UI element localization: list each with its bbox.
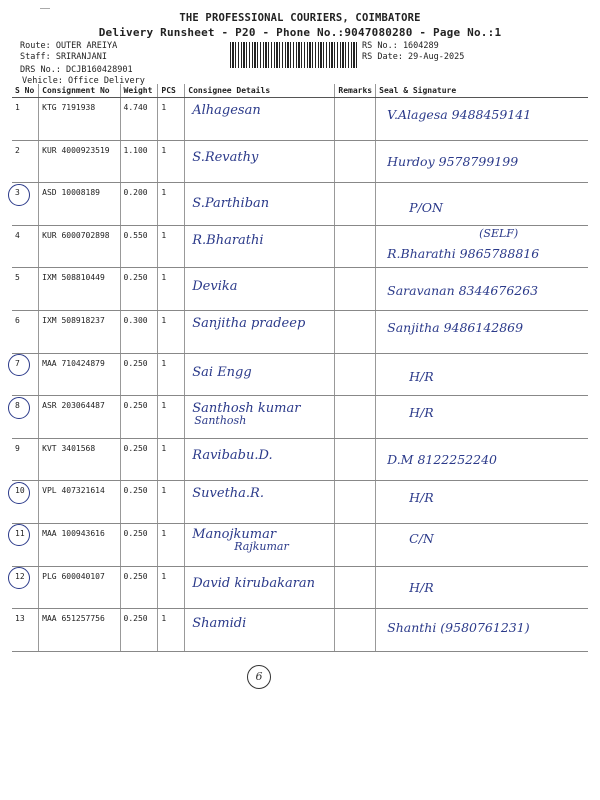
consignee-cell (185, 566, 335, 609)
rs-date: RS Date: 29-Aug-2025 (362, 52, 465, 62)
signature-cell (376, 523, 588, 566)
consignee-name: S.Revathy (192, 149, 259, 165)
table-row (12, 566, 588, 609)
signature: C/N (409, 530, 434, 546)
table-row (12, 353, 588, 396)
consignment-cell: VPL 407321614 (39, 481, 120, 524)
column-header: Weight (120, 84, 158, 98)
consignment-cell: MAA 100943616 (39, 523, 120, 566)
consignee-name: Suvetha.R. (192, 486, 264, 502)
table-body (12, 98, 588, 652)
table-row (12, 523, 588, 566)
signature: H/R (409, 368, 434, 384)
weight-cell: 0.250 (120, 396, 158, 439)
column-header: Consignment No (39, 84, 120, 98)
consignee-cell (185, 481, 335, 524)
signature-note: (SELF) (479, 226, 519, 240)
consignment-cell: PLG 600040107 (39, 566, 120, 609)
barcode (230, 42, 357, 68)
signature-cell (376, 481, 588, 524)
pcs-cell: 1 (158, 396, 185, 439)
consignee-cell (185, 353, 335, 396)
weight-cell: 0.250 (120, 268, 158, 311)
consignment-cell: IXM 508918237 (39, 310, 120, 353)
sno-cell: 5 (12, 268, 39, 311)
table-row (12, 396, 588, 439)
signature-cell (376, 183, 588, 226)
consignee-name: R.Bharathi (192, 232, 264, 248)
consignee-name: Sanjitha pradeep (192, 315, 306, 331)
signature: Hurdoy 9578799199 (387, 153, 519, 169)
signature: H/R (409, 405, 434, 421)
serial-circle-mark (8, 397, 30, 419)
weight-cell: 0.250 (120, 609, 158, 652)
remarks-cell (335, 98, 376, 141)
sno-cell: 4 (12, 225, 39, 268)
consignment-cell: MAA 710424879 (39, 353, 120, 396)
signature: H/R (409, 490, 434, 506)
table-row (12, 268, 588, 311)
serial-circle-mark (8, 354, 30, 376)
pcs-cell: 1 (158, 98, 185, 141)
sno-cell: 10 (12, 481, 39, 524)
signature: D.M 8122252240 (387, 451, 497, 467)
signature-cell (376, 609, 588, 652)
consignee-cell (185, 98, 335, 141)
signature-cell (376, 310, 588, 353)
pcs-cell: 1 (158, 609, 185, 652)
weight-cell: 0.550 (120, 225, 158, 268)
consignee-name: Santhosh kumar (192, 401, 301, 417)
weight-cell: 4.740 (120, 98, 158, 141)
sno-cell: 13 (12, 609, 39, 652)
signature-cell (376, 268, 588, 311)
consignment-cell: ASD 10008189 (39, 183, 120, 226)
remarks-cell (335, 268, 376, 311)
table-row (12, 438, 588, 481)
serial-circle-mark (8, 524, 30, 546)
signature-cell (376, 396, 588, 439)
rs-number: RS No.: 1604289 (362, 41, 439, 51)
consignee-cell (185, 310, 335, 353)
route-label: Route: OUTER AREIYA (20, 41, 118, 51)
signature-cell (376, 438, 588, 481)
column-header: PCS (158, 84, 185, 98)
consignee-name: Devika (192, 279, 238, 295)
drs-label: DRS No.: DCJB160428901 (20, 65, 133, 75)
remarks-cell (335, 140, 376, 183)
weight-cell: 0.250 (120, 438, 158, 481)
serial-circle-mark (8, 482, 30, 504)
consignee-name-line2: Santhosh (194, 414, 247, 428)
consignee-cell (185, 268, 335, 311)
sno-cell: 6 (12, 310, 39, 353)
weight-cell: 0.250 (120, 566, 158, 609)
column-header: Consignee Details (185, 84, 335, 98)
runsheet-subtitle: Delivery Runsheet - P20 - Phone No.:9047080280 - Page No.:1 (98, 26, 502, 39)
consignee-name-line2: Rajkumar (234, 539, 289, 553)
consignment-cell: IXM 508810449 (39, 268, 120, 311)
consignee-name: Shamidi (192, 616, 247, 632)
table-row (12, 225, 588, 268)
table-row (12, 140, 588, 183)
sno-cell: 9 (12, 438, 39, 481)
sno-cell: 12 (12, 566, 39, 609)
column-header: Remarks (335, 84, 376, 98)
info-right (362, 41, 464, 63)
remarks-cell (335, 353, 376, 396)
table-row (12, 609, 588, 652)
serial-circle-mark (8, 184, 30, 206)
consignee-cell (185, 225, 335, 268)
consignee-cell (185, 609, 335, 652)
sno-cell: 3 (12, 183, 39, 226)
signature-cell (376, 225, 588, 268)
table-row (12, 481, 588, 524)
sno-cell: 8 (12, 396, 39, 439)
signature: Shanthi (9580761231) (387, 620, 530, 636)
consignee-name: Manojkumar (192, 526, 277, 542)
pcs-cell: 1 (158, 310, 185, 353)
sno-cell: 11 (12, 523, 39, 566)
weight-cell: 0.300 (120, 310, 158, 353)
consignment-cell: KTG 7191938 (39, 98, 120, 141)
page-mark: 6 (247, 665, 271, 689)
consignee-cell (185, 140, 335, 183)
column-header: Seal & Signature (376, 84, 588, 98)
consignment-cell: KUR 6000702898 (39, 225, 120, 268)
info-left (20, 41, 145, 87)
remarks-cell (335, 609, 376, 652)
pcs-cell: 1 (158, 481, 185, 524)
weight-cell: 0.250 (120, 523, 158, 566)
consignee-name: Alhagesan (192, 103, 261, 118)
weight-cell: 1.100 (120, 140, 158, 183)
pcs-cell: 1 (158, 353, 185, 396)
table-row (12, 183, 588, 226)
consignee-name: David kirubakaran (192, 575, 316, 591)
staff-label: Staff: SRIRANJANI (20, 52, 107, 62)
signature: P/ON (409, 200, 443, 216)
table-header-row (12, 84, 588, 98)
pcs-cell: 1 (158, 523, 185, 566)
remarks-cell (335, 566, 376, 609)
signature-cell (376, 566, 588, 609)
signature-cell (376, 98, 588, 141)
remarks-cell (335, 396, 376, 439)
consignee-cell (185, 396, 335, 439)
signature: Sanjitha 9486142869 (387, 319, 524, 335)
remarks-cell (335, 438, 376, 481)
table-row (12, 310, 588, 353)
signature-cell (376, 140, 588, 183)
weight-cell: 0.200 (120, 183, 158, 226)
pcs-cell: 1 (158, 566, 185, 609)
signature: V.Alagesa 9488459141 (387, 107, 532, 122)
pcs-cell: 1 (158, 225, 185, 268)
signature: R.Bharathi 9865788816 (387, 245, 540, 261)
table-row (12, 98, 588, 141)
pcs-cell: 1 (158, 438, 185, 481)
sno-cell: 7 (12, 353, 39, 396)
column-header: S No (12, 84, 39, 98)
sno-cell: 1 (12, 98, 39, 141)
consignee-cell (185, 523, 335, 566)
sno-cell: 2 (12, 140, 39, 183)
consignee-cell (185, 183, 335, 226)
consignment-cell: KUR 4000923519 (39, 140, 120, 183)
signature: H/R (409, 579, 434, 595)
weight-cell: 0.250 (120, 353, 158, 396)
vehicle-label: Vehicle: Office Delivery (22, 76, 145, 86)
remarks-cell (335, 183, 376, 226)
pcs-cell: 1 (158, 268, 185, 311)
serial-circle-mark (8, 567, 30, 589)
remarks-cell (335, 481, 376, 524)
signature: Saravanan 8344676263 (387, 283, 539, 299)
consignee-cell (185, 438, 335, 481)
runsheet-table (12, 84, 588, 652)
consignee-name: S.Parthiban (192, 196, 270, 212)
remarks-cell (335, 225, 376, 268)
pcs-cell: 1 (158, 183, 185, 226)
remarks-cell (335, 310, 376, 353)
consignee-name: Ravibabu.D. (192, 447, 273, 463)
consignment-cell: KVT 3401568 (39, 438, 120, 481)
consignment-cell: ASR 203064487 (39, 396, 120, 439)
pcs-cell: 1 (158, 140, 185, 183)
weight-cell: 0.250 (120, 481, 158, 524)
consignment-cell: MAA 651257756 (39, 609, 120, 652)
company-title: THE PROFESSIONAL COURIERS, COIMBATORE (179, 12, 421, 24)
consignee-name: Sai Engg (192, 364, 252, 380)
signature-cell (376, 353, 588, 396)
